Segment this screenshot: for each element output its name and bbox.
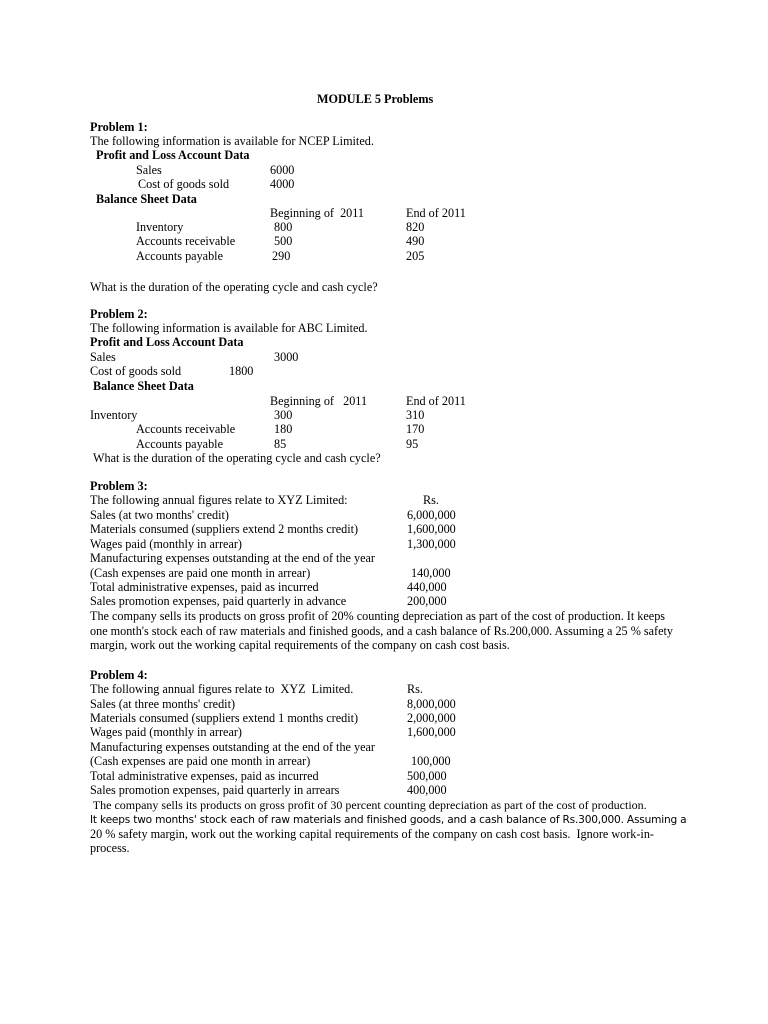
problem-4-paragraph-line-4: process. [90,841,130,855]
list-item-value: 140,000 [411,566,451,580]
problem-4-intro: The following annual figures relate to XYZ Limited. [90,682,354,696]
list-item-value: 8,000,000 [407,697,456,711]
list-item-label: Sales (at three months' credit) [90,697,236,711]
list-item-label: (Cash expenses are paid one month in arrear) [90,566,311,580]
list-item-value: 1,600,000 [407,522,456,536]
problem-1-heading: Problem 1: [90,120,148,134]
list-item-label: (Cash expenses are paid one month in arrear) [90,754,311,768]
problem-1-question: What is the duration of the operating cycle and cash cycle? [90,280,378,294]
problem-1-cogs-label: Cost of goods sold [138,177,230,191]
table-row-label: Accounts payable [136,249,223,263]
table-cell-end: 820 [406,220,425,234]
list-item-value: 400,000 [407,783,447,797]
problem-4-heading: Problem 4: [90,668,148,682]
problem-2-intro: The following information is available for ABC Limited. [90,321,368,335]
list-item-label: Total administrative expenses, paid as incurred [90,769,319,783]
table-cell-end: 490 [406,234,425,248]
list-item-label: Sales (at two months' credit) [90,508,229,522]
page-title: MODULE 5 Problems [317,92,434,106]
table-row-label: Inventory [90,408,138,422]
problem-2-question: What is the duration of the operating cycle and cash cycle? [93,451,381,465]
list-item-label: Sales promotion expenses, paid quarterly in arrears [90,783,340,797]
problem-1-col-begin: Beginning of 2011 [270,206,364,220]
problem-2-sales-value: 3000 [274,350,299,364]
problem-4-currency: Rs. [407,682,423,696]
list-item-value: 500,000 [407,769,447,783]
problem-2-bs-heading: Balance Sheet Data [93,379,194,393]
problem-2-pl-heading: Profit and Loss Account Data [90,335,244,349]
problem-2-col-begin: Beginning of 2011 [270,394,368,408]
table-cell-end: 95 [406,437,419,451]
table-row-label: Inventory [136,220,184,234]
table-cell-begin: 800 [274,220,293,234]
table-row-label: Accounts payable [136,437,223,451]
list-item-label: Materials consumed (suppliers extend 1 months credit) [90,711,359,725]
table-cell-end: 205 [406,249,425,263]
list-item-label: Materials consumed (suppliers extend 2 months credit) [90,522,359,536]
problem-4-paragraph-line-1: The company sells its products on gross profit of 30 percent counting depreciation as part of the cost of production. [90,798,647,812]
problem-2-cogs-value: 1800 [229,364,254,378]
list-item-label: Total administrative expenses, paid as incurred [90,580,319,594]
problem-3-paragraph: The company sells its products on gross profit of 20% counting depreciation as part of the cost of production. It keeps one month's stock each of raw materials and finished goods, and a cash balance of Rs.200,000. Assuming a 25 % safety margin, work out the working capital requirements of the company on cash cost basis. [90,609,673,653]
problem-2-cogs-label: Cost of goods sold [90,364,182,378]
problem-1-cogs-value: 4000 [270,177,295,191]
list-item-label: Wages paid (monthly in arrear) [90,725,242,739]
problem-4-paragraph-line-2: It keeps two months' stock each of raw materials and finished goods, and a cash balance of Rs.300,000. Assuming a [90,814,687,826]
list-item-label: Manufacturing expenses outstanding at the end of the year [90,551,375,565]
list-item-value: 2,000,000 [407,711,456,725]
table-row-label: Accounts receivable [136,234,236,248]
list-item-value: 1,300,000 [407,537,456,551]
list-item-value: 200,000 [407,594,447,608]
list-item-label: Wages paid (monthly in arrear) [90,537,242,551]
problem-3-intro: The following annual figures relate to XYZ Limited: [90,493,348,507]
problem-1-pl-heading: Profit and Loss Account Data [96,148,250,162]
list-item-value: 1,600,000 [407,725,456,739]
problem-4-paragraph-line-3: 20 % safety margin, work out the working capital requirements of the company on cash cost basis. Ignore work-in- [90,827,654,841]
list-item-value: 6,000,000 [407,508,456,522]
problem-1-sales-label: Sales [136,163,162,177]
problem-3-heading: Problem 3: [90,479,148,493]
list-item-value: 440,000 [407,580,447,594]
problem-2-sales-label: Sales [90,350,116,364]
problem-3-currency: Rs. [423,493,439,507]
table-cell-begin: 290 [272,249,291,263]
list-item-value: 100,000 [411,754,451,768]
problem-1-intro: The following information is available for NCEP Limited. [90,134,374,148]
table-cell-begin: 180 [274,422,293,436]
problem-1-bs-heading: Balance Sheet Data [96,192,197,206]
table-row-label: Accounts receivable [136,422,236,436]
table-cell-begin: 300 [274,408,293,422]
table-cell-begin: 85 [274,437,287,451]
problem-2-heading: Problem 2: [90,307,148,321]
list-item-label: Sales promotion expenses, paid quarterly in advance [90,594,347,608]
problem-1-col-end: End of 2011 [406,206,466,220]
list-item-label: Manufacturing expenses outstanding at the end of the year [90,740,375,754]
table-cell-end: 170 [406,422,425,436]
table-cell-begin: 500 [274,234,293,248]
table-cell-end: 310 [406,408,425,422]
problem-2-col-end: End of 2011 [406,394,466,408]
problem-1-sales-value: 6000 [270,163,295,177]
